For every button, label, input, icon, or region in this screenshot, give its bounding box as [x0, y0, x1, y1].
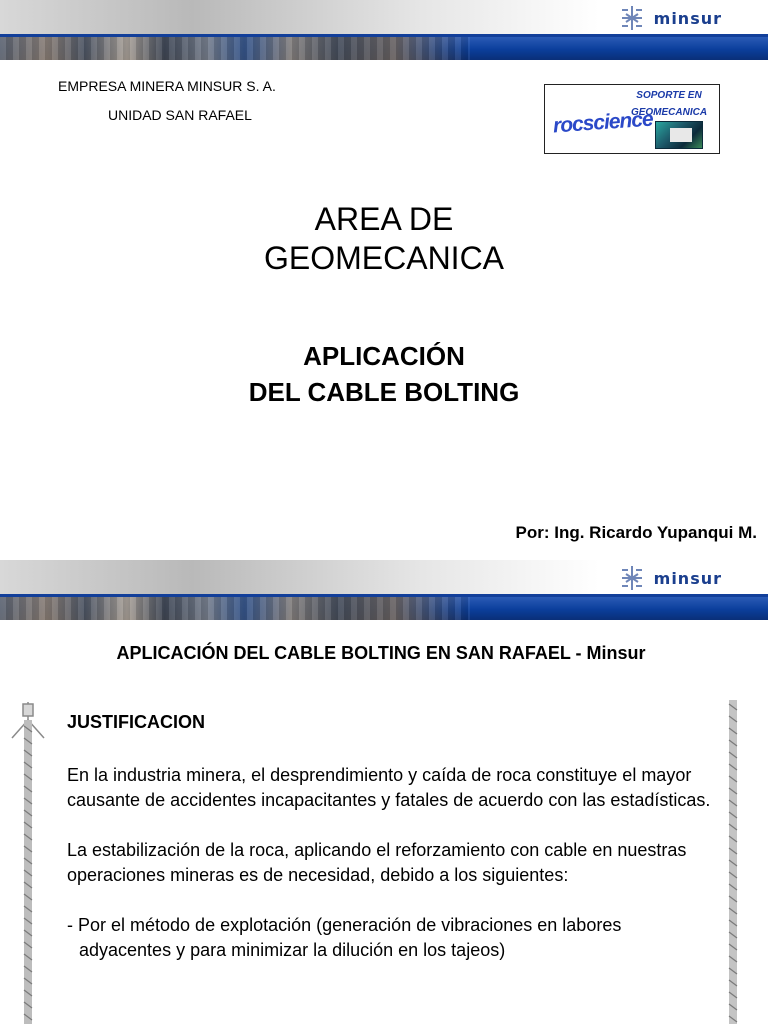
- subtitle: [0, 338, 768, 410]
- slide-justification: [0, 560, 768, 1024]
- badge-support-line2: GEOMECANICA: [630, 107, 708, 118]
- cable-bolt-left-icon: [8, 700, 48, 1024]
- section-heading: JUSTIFICACION: [67, 712, 206, 732]
- paragraph-stabilization: La estabilización de la roca, aplicando el reforzamiento con cable en nuestras operaciones mineras es de necesidad, debido a los siguientes:: [67, 840, 687, 885]
- header-banner: [0, 560, 768, 620]
- justification-body: [67, 710, 717, 963]
- minsur-emblem-icon: [618, 564, 646, 592]
- author-credit: Por: Ing. Ricardo Yupanqui M.: [515, 523, 757, 542]
- banner-divider: [0, 594, 768, 597]
- banner-divider: [0, 34, 768, 37]
- minsur-emblem-icon: [618, 4, 646, 32]
- badge-support-line1: SOPORTE EN: [636, 90, 702, 101]
- subtitle-line2: DEL CABLE BOLTING: [248, 377, 520, 407]
- minsur-wordmark: minsur: [653, 8, 722, 28]
- main-title: [0, 200, 768, 278]
- minsur-logo: [618, 2, 722, 34]
- paragraph-accidents: En la industria minera, el desprendimiento y caída de roca constituye el mayor causante de accidentes incapacitantes y fatales de acuerdo con las estadísticas.: [67, 765, 711, 810]
- title-line2: GEOMECANICA: [263, 240, 505, 276]
- company-name: EMPRESA MINERA MINSUR S. A.: [58, 78, 276, 94]
- header-banner: [0, 0, 768, 60]
- bullet-exploitation-method: - Por el método de explotación (generación de vibraciones en labores adyacentes y para minimizar la dilución en los tajeos): [67, 915, 622, 960]
- cable-bolt-right-icon: [727, 700, 739, 1024]
- banner-photo-strip: [0, 36, 470, 60]
- banner-photo-strip: [0, 596, 470, 620]
- subtitle-line1: APLICACIÓN: [303, 341, 465, 371]
- slide-title: APLICACIÓN DEL CABLE BOLTING EN SAN RAFAEL - Minsur: [116, 643, 646, 663]
- unit-name: UNIDAD SAN RAFAEL: [108, 107, 252, 123]
- title-line1: AREA DE: [314, 201, 454, 237]
- minsur-wordmark: minsur: [653, 568, 722, 588]
- rocscience-logo-text: rocscience: [552, 107, 654, 138]
- minsur-logo: [618, 562, 722, 594]
- rocscience-image-icon: [655, 121, 703, 149]
- rocscience-badge: [544, 84, 720, 154]
